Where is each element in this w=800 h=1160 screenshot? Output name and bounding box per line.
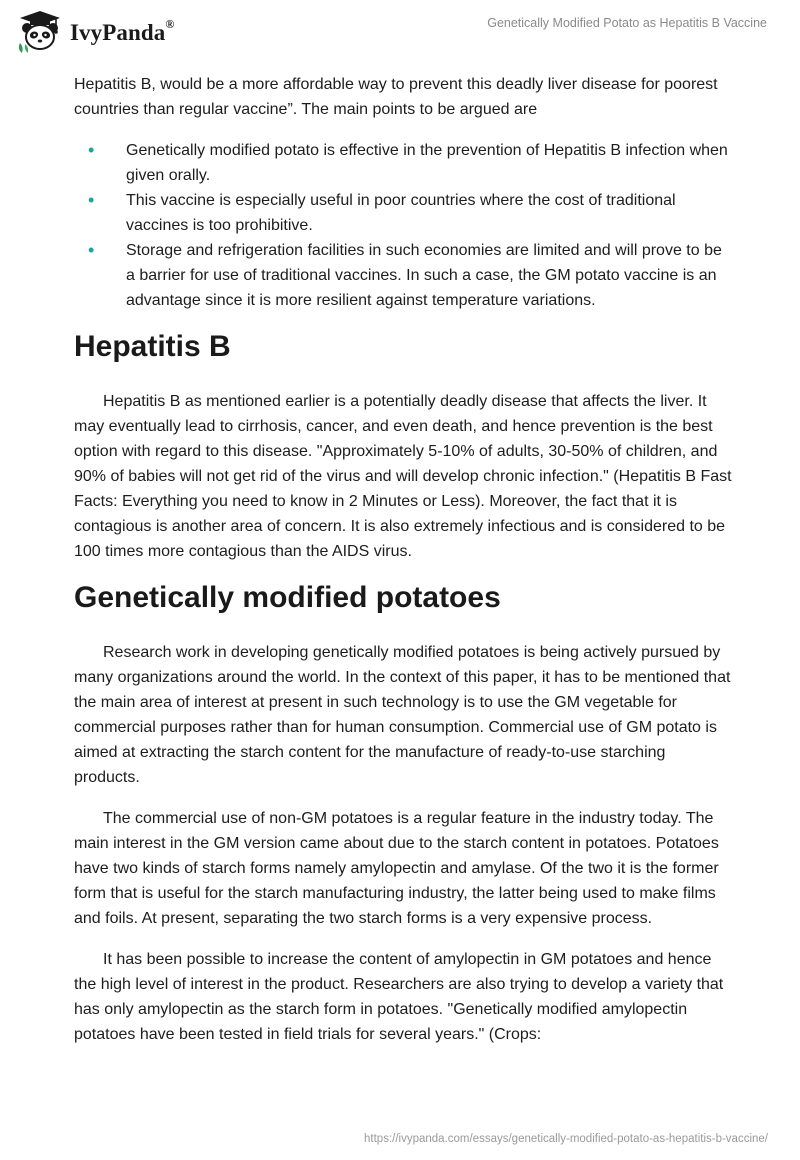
body-paragraph: Hepatitis B as mentioned earlier is a potentially deadly disease that affects the liver. It may eventually lead to cirrhosis, cancer, and even death, and hence prevention is the best option with regard to this disease. "Approximately 5-10% of adults, 30-50% of children, and 90% of babies will not get rid of the virus and will develop chronic infection." (Hepatitis B Fast Facts: Everything you need to know in 2 Minutes or Less). Moreover, the fact that it is contagious is another area of concern. It is also extremely infectious and is considered to be 100 times more contagious than the AIDS virus. [74, 393, 732, 560]
body-paragraph: It has been possible to increase the content of amylopectin in GM potatoes and hence the high level of interest in the product. Researchers are also trying to develop a variety that has only amylopectin as the starch form in potatoes. "Genetically modified amylopectin potatoes have been tested in field trials for several years." (Crops: [74, 951, 724, 1043]
panda-logo-icon [16, 9, 64, 55]
section-heading-hepatitis-b: Hepatitis B [74, 330, 231, 363]
list-item [74, 238, 734, 313]
main-points-list [74, 138, 734, 313]
list-item-text: Genetically modified potato is effective in the prevention of Hepatitis B infection when given orally. [126, 142, 728, 184]
source-url-link[interactable]: https://ivypanda.com/essays/genetically-modified-potato-as-hepatitis-b-vaccine/ [364, 1133, 768, 1145]
document-title: Genetically Modified Potato as Hepatitis B Vaccine [487, 16, 767, 30]
body-paragraph: The commercial use of non-GM potatoes is a regular feature in the industry today. The main interest in the GM version came about due to the starch content in potatoes. Potatoes have two kinds of starch forms namely amylopectin and amylase. Of the two it is the former form that is useful for the starch manufacturing industry, the latter being used to make films and foils. At present, separating the two starch forms is a very expensive process. [74, 810, 719, 927]
list-item [74, 188, 734, 238]
body-paragraph: Research work in developing genetically modified potatoes is being actively pursued by many organizations around the world. In the context of this paper, it has to be mentioned that the main area of interest at present in such technology is to use the GM vegetable for commercial purposes rather than for human consumption. Commercial use of GM potato is aimed at extracting the starch content for the manufacture of ready-to-use starching products. [74, 644, 731, 786]
ivypanda-logo[interactable] [16, 8, 174, 56]
page-header [0, 0, 800, 62]
list-item [74, 138, 734, 188]
intro-paragraph: Hepatitis B, would be a more affordable way to prevent this deadly liver disease for poorest countries than regular vaccine”. The main points to be argued are [74, 76, 718, 118]
list-item-text: This vaccine is especially useful in poor countries where the cost of traditional vaccines is too prohibitive. [126, 192, 676, 234]
section-heading-gm-potatoes: Genetically modified potatoes [74, 581, 501, 614]
bullet-icon: • [88, 240, 95, 260]
essay-content [74, 72, 734, 1063]
bullet-icon: • [88, 190, 95, 210]
logo-wordmark: IvyPanda® [70, 17, 175, 45]
bullet-icon: • [88, 140, 95, 160]
registered-mark: ® [165, 17, 175, 32]
list-item-text: Storage and refrigeration facilities in such economies are limited and will prove to be a barrier for use of traditional vaccines. In such a case, the GM potato vaccine is an advantage since it is more resilient against temperature variations. [126, 242, 722, 309]
